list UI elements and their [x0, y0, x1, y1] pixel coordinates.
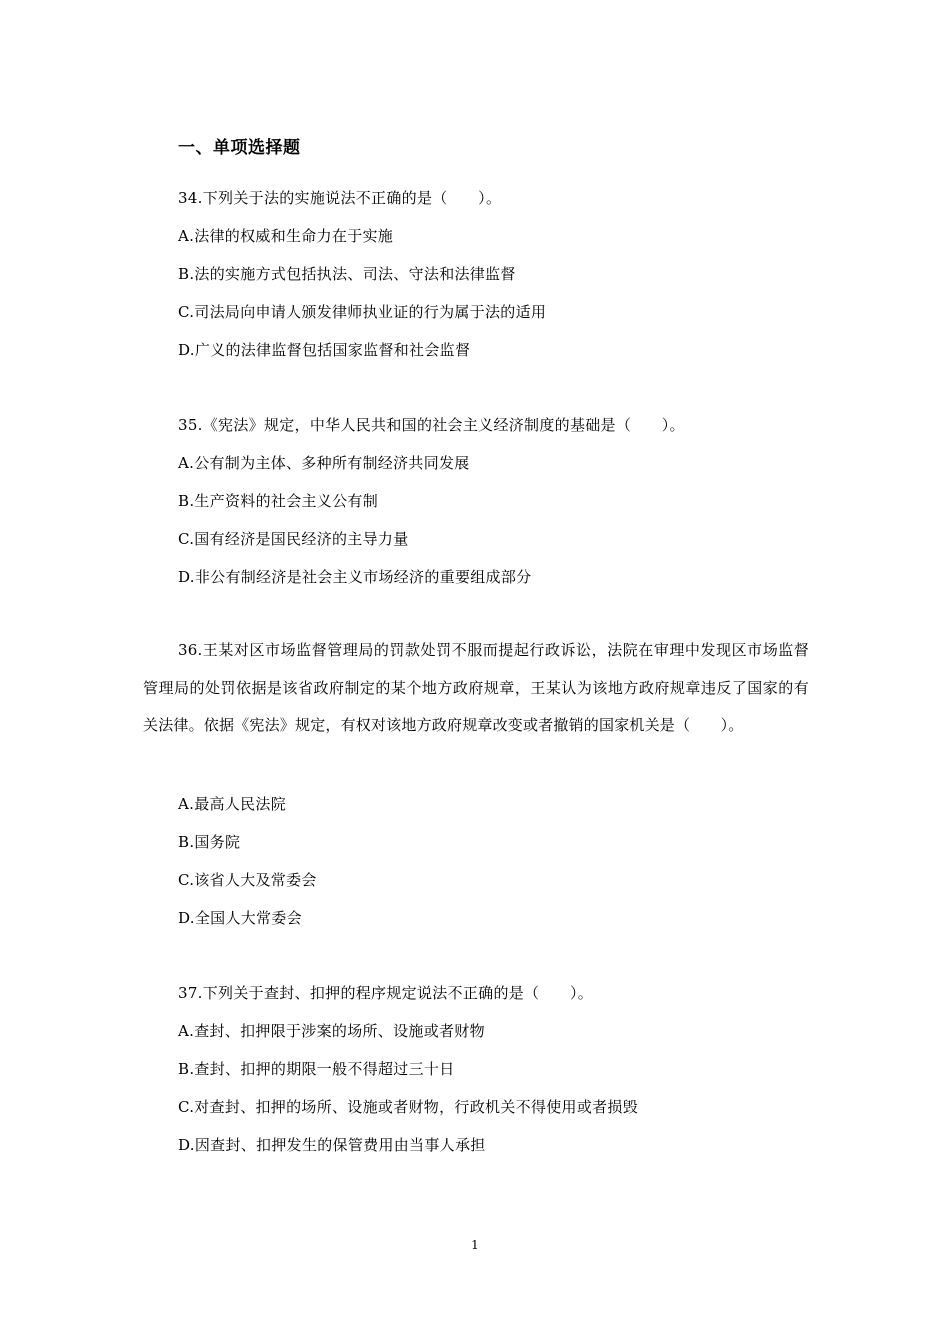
question-37-option-a: A.查封、扣押限于涉案的场所、设施或者财物: [178, 1022, 485, 1040]
question-34-option-c: C.司法局向申请人颁发律师执业证的行为属于法的适用: [178, 303, 547, 321]
question-37-option-b: B.查封、扣押的期限一般不得超过三十日: [178, 1060, 455, 1078]
question-35-option-d: D.非公有制经济是社会主义市场经济的重要组成部分: [178, 568, 532, 586]
question-37-option-d: D.因查封、扣押发生的保管费用由当事人承担: [178, 1136, 486, 1154]
question-36-option-c: C.该省人大及常委会: [178, 871, 317, 889]
page-number: 1: [471, 1238, 479, 1252]
question-34-stem: 34.下列关于法的实施说法不正确的是（ ）。: [178, 189, 502, 207]
question-35-option-c: C.国有经济是国民经济的主导力量: [178, 530, 409, 548]
question-37-option-c: C.对查封、扣押的场所、设施或者财物，行政机关不得使用或者损毁: [178, 1098, 639, 1116]
question-37-stem: 37.下列关于查封、扣押的程序规定说法不正确的是（ ）。: [178, 984, 594, 1002]
question-34-option-d: D.广义的法律监督包括国家监督和社会监督: [178, 341, 471, 359]
question-35-option-a: A.公有制为主体、多种所有制经济共同发展: [178, 454, 470, 472]
question-36-option-b: B.国务院: [178, 833, 241, 851]
question-36-option-a: A.最高人民法院: [178, 795, 287, 813]
question-34-option-a: A.法律的权威和生命力在于实施: [178, 227, 394, 245]
question-34-option-b: B.法的实施方式包括执法、司法、守法和法律监督: [178, 265, 516, 283]
question-35-stem: 35.《宪法》规定，中华人民共和国的社会主义经济制度的基础是（ ）。: [178, 416, 685, 434]
section-title: 一、单项选择题: [178, 138, 301, 158]
question-36-option-d: D.全国人大常委会: [178, 909, 302, 927]
question-36-stem: 36.王某对区市场监督管理局的罚款处罚不服而提起行政诉讼，法院在审理中发现区市场监督管理局的处罚依据是该省政府制定的某个地方政府规章，王某认为该地方政府规章违反了国家的有关法律。依据《宪法》规定，有权对该地方政府规章改变或者撤销的国家机关是（ ）。: [143, 641, 809, 735]
question-35-option-b: B.生产资料的社会主义公有制: [178, 492, 378, 510]
